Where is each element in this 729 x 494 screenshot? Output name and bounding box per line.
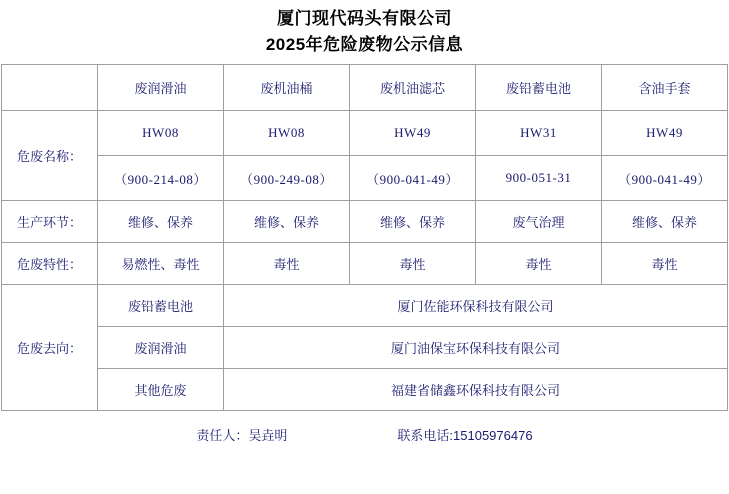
document-footer: [0, 417, 729, 451]
destination-waste-3: 其他危废: [98, 369, 224, 411]
waste-code-1: HW08: [98, 111, 224, 156]
column-header-2: 废机油桶: [224, 65, 350, 111]
destination-company-2: 厦门油保宝环保科技有限公司: [224, 327, 728, 369]
destination-waste-1: 废铅蓄电池: [98, 285, 224, 327]
detail-code-2: （900-249-08）: [224, 156, 350, 201]
contact-phone: 联系电话:15105976476: [397, 427, 533, 443]
table-row-destination-1: [2, 285, 728, 327]
row-label-process: 生产环节：: [2, 201, 98, 243]
waste-code-3: HW49: [350, 111, 476, 156]
table-row-process: [2, 201, 728, 243]
table-row-destination-2: [2, 327, 728, 369]
process-1: 维修、保养: [98, 201, 224, 243]
table-row-destination-3: [2, 369, 728, 411]
table-row-detail-code: [2, 156, 728, 201]
column-header-1: 废润滑油: [98, 65, 224, 111]
title-line-2: 2025年危险废物公示信息: [265, 35, 464, 54]
destination-company-3: 福建省储鑫环保科技有限公司: [224, 369, 728, 411]
waste-code-2: HW08: [224, 111, 350, 156]
column-header-3: 废机油滤芯: [350, 65, 476, 111]
process-5: 维修、保养: [602, 201, 728, 243]
process-3: 维修、保养: [350, 201, 476, 243]
property-2: 毒性: [224, 243, 350, 285]
table-row-header: [2, 65, 728, 111]
row-label-destination: 危废去向：: [2, 285, 98, 411]
title-line-1: 厦门现代码头有限公司: [277, 9, 452, 28]
property-3: 毒性: [350, 243, 476, 285]
document-title: [0, 0, 729, 58]
hazardous-waste-table: [1, 64, 728, 411]
corner-cell: [2, 65, 98, 111]
column-header-5: 含油手套: [602, 65, 728, 111]
responsible-person: 责任人：吴垚明: [196, 427, 288, 443]
detail-code-1: （900-214-08）: [98, 156, 224, 201]
column-header-4: 废铅蓄电池: [476, 65, 602, 111]
detail-code-3: （900-041-49）: [350, 156, 476, 201]
property-4: 毒性: [476, 243, 602, 285]
property-5: 毒性: [602, 243, 728, 285]
row-label-property: 危废特性：: [2, 243, 98, 285]
waste-code-5: HW49: [602, 111, 728, 156]
detail-code-4: 900-051-31: [476, 156, 602, 201]
table-row-waste-code: [2, 111, 728, 156]
table-row-property: [2, 243, 728, 285]
waste-code-4: HW31: [476, 111, 602, 156]
destination-company-1: 厦门佐能环保科技有限公司: [224, 285, 728, 327]
property-1: 易燃性、毒性: [98, 243, 224, 285]
detail-code-5: （900-041-49）: [602, 156, 728, 201]
row-label-waste-name: 危废名称：: [2, 111, 98, 201]
process-4: 废气治理: [476, 201, 602, 243]
process-2: 维修、保养: [224, 201, 350, 243]
destination-waste-2: 废润滑油: [98, 327, 224, 369]
